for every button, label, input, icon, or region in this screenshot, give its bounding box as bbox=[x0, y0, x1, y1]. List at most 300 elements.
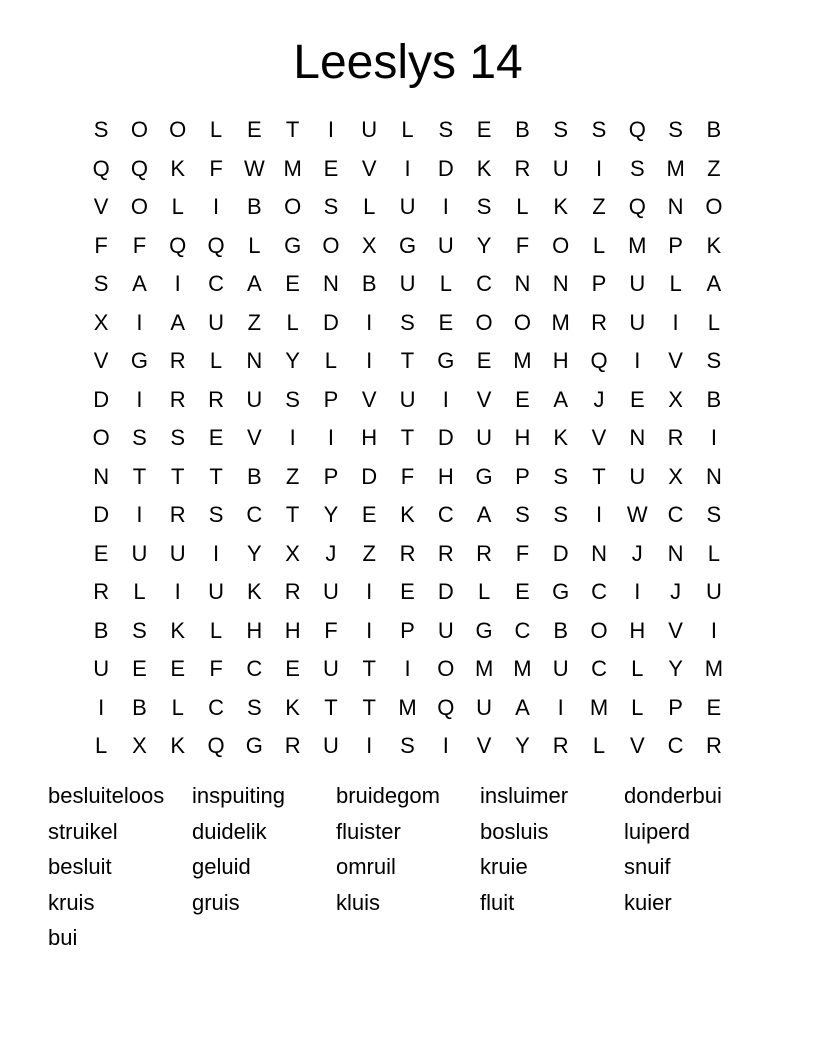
grid-letter: F bbox=[324, 617, 338, 643]
grid-letter: C bbox=[208, 694, 224, 720]
grid-letter: G bbox=[245, 733, 263, 758]
grid-letter: A bbox=[132, 271, 147, 296]
grid-letter: G bbox=[475, 463, 493, 489]
grid-letter: I bbox=[710, 425, 717, 450]
grid-row bbox=[82, 612, 734, 651]
grid-letter: D bbox=[437, 155, 454, 181]
grid-letter: O bbox=[92, 425, 110, 450]
grid-letter: I bbox=[366, 617, 373, 643]
grid-letter: K bbox=[246, 579, 262, 604]
grid-letter: O bbox=[169, 117, 187, 142]
grid-letter: U bbox=[208, 309, 224, 335]
grid-letter: T bbox=[592, 463, 606, 489]
grid-letter: S bbox=[170, 425, 186, 450]
word-list-item: luiperd bbox=[624, 818, 691, 844]
word-list-item: struikel bbox=[48, 818, 118, 844]
grid-letter: S bbox=[132, 617, 147, 643]
grid-letter: L bbox=[95, 733, 108, 758]
grid-letter: U bbox=[437, 617, 454, 643]
page-title: Leeslys 14 bbox=[293, 36, 523, 89]
grid-letter: U bbox=[322, 579, 339, 604]
grid-letter: V bbox=[93, 348, 109, 373]
grid-letter: K bbox=[170, 617, 186, 643]
grid-letter: K bbox=[400, 502, 415, 527]
grid-letter: R bbox=[169, 386, 186, 412]
grid-letter: D bbox=[322, 309, 339, 335]
grid-letter: U bbox=[629, 309, 646, 335]
grid-letter: S bbox=[515, 502, 530, 527]
grid-letter: E bbox=[400, 579, 415, 604]
grid-letter: C bbox=[246, 502, 263, 527]
grid-letter: U bbox=[629, 271, 646, 296]
grid-letter: I bbox=[366, 733, 373, 758]
grid-letter: U bbox=[476, 694, 493, 720]
grid-letter: K bbox=[285, 694, 300, 720]
grid-letter: R bbox=[437, 540, 454, 566]
grid-letter: G bbox=[552, 579, 570, 604]
grid-letter: I bbox=[442, 386, 449, 412]
grid-letter: R bbox=[208, 386, 224, 412]
word-list-item: kruie bbox=[480, 854, 528, 880]
grid-letter: I bbox=[289, 425, 296, 450]
grid-letter: N bbox=[322, 271, 339, 296]
word-list-item: snuif bbox=[624, 854, 671, 880]
grid-letter: C bbox=[591, 656, 607, 681]
grid-letter: R bbox=[552, 733, 569, 758]
letter-grid bbox=[82, 111, 734, 766]
grid-letter: R bbox=[399, 540, 416, 566]
grid-letter: Y bbox=[323, 502, 339, 527]
grid-letter: M bbox=[513, 656, 532, 681]
grid-letter: M bbox=[283, 155, 302, 181]
grid-letter: M bbox=[551, 309, 570, 335]
grid-letter: S bbox=[93, 271, 109, 296]
grid-letter: F bbox=[515, 540, 530, 566]
grid-letter: L bbox=[209, 348, 223, 373]
grid-letter: S bbox=[438, 117, 454, 142]
grid-letter: D bbox=[93, 502, 110, 527]
grid-letter: I bbox=[404, 155, 411, 181]
grid-letter: I bbox=[557, 694, 564, 720]
grid-letter: O bbox=[284, 194, 302, 219]
grid-letter: P bbox=[323, 386, 339, 412]
grid-letter: O bbox=[130, 117, 148, 142]
grid-letter: O bbox=[130, 194, 148, 219]
grid-letter: I bbox=[404, 656, 411, 681]
grid-letter: V bbox=[361, 155, 377, 181]
grid-letter: U bbox=[246, 386, 263, 412]
grid-letter: U bbox=[552, 656, 569, 681]
grid-letter: E bbox=[246, 117, 262, 142]
grid-letter: H bbox=[629, 617, 646, 643]
grid-row bbox=[82, 227, 734, 266]
grid-letter: E bbox=[476, 348, 492, 373]
grid-letter: U bbox=[322, 733, 339, 758]
grid-letter: L bbox=[209, 617, 223, 643]
grid-letter: I bbox=[672, 309, 679, 335]
word-list-item: bosluis bbox=[480, 818, 549, 844]
grid-letter: A bbox=[246, 271, 262, 296]
grid-letter: L bbox=[401, 117, 414, 142]
grid-letter: U bbox=[169, 540, 186, 566]
grid-letter: V bbox=[668, 348, 683, 373]
grid-letter: U bbox=[705, 579, 722, 604]
grid-letter: R bbox=[667, 425, 684, 450]
grid-letter: I bbox=[136, 386, 143, 412]
grid-letter: L bbox=[324, 348, 338, 373]
grid-row bbox=[82, 265, 734, 304]
grid-letter: V bbox=[361, 386, 377, 412]
grid-letter: E bbox=[208, 425, 224, 450]
grid-letter: G bbox=[284, 232, 302, 258]
grid-letter: M bbox=[398, 694, 417, 720]
grid-letter: K bbox=[170, 155, 186, 181]
grid-letter: Z bbox=[362, 540, 376, 566]
grid-letter: B bbox=[515, 117, 530, 142]
grid-letter: Y bbox=[515, 733, 530, 758]
grid-letter: D bbox=[93, 386, 110, 412]
grid-letter: X bbox=[668, 463, 683, 489]
grid-letter: V bbox=[476, 386, 492, 412]
grid-letter: W bbox=[243, 155, 265, 181]
grid-letter: I bbox=[595, 502, 603, 527]
grid-letter: F bbox=[209, 656, 223, 681]
grid-row bbox=[82, 419, 734, 458]
grid-row bbox=[82, 496, 734, 535]
grid-letter: I bbox=[366, 309, 373, 335]
grid-letter: S bbox=[553, 463, 569, 489]
grid-letter: I bbox=[710, 617, 717, 643]
grid-letter: U bbox=[322, 656, 339, 681]
grid-letter: H bbox=[361, 425, 378, 450]
grid-letter: F bbox=[515, 232, 530, 258]
word-list bbox=[48, 780, 788, 958]
grid-letter: R bbox=[591, 309, 607, 335]
grid-letter: E bbox=[476, 117, 492, 142]
grid-letter: N bbox=[667, 194, 684, 219]
grid-letter: G bbox=[437, 348, 455, 373]
grid-letter: K bbox=[706, 232, 722, 258]
grid-letter: K bbox=[553, 425, 569, 450]
grid-letter: K bbox=[170, 733, 186, 758]
grid-letter: V bbox=[476, 733, 492, 758]
grid-letter: S bbox=[706, 348, 722, 373]
grid-letter: Q bbox=[207, 733, 225, 758]
grid-letter: I bbox=[595, 155, 603, 181]
grid-letter: N bbox=[552, 271, 569, 296]
grid-letter: I bbox=[327, 117, 334, 142]
grid-letter: U bbox=[476, 425, 493, 450]
grid-letter: G bbox=[475, 617, 493, 643]
grid-letter: S bbox=[476, 194, 492, 219]
grid-row bbox=[82, 650, 734, 689]
grid-letter: C bbox=[476, 271, 493, 296]
grid-letter: T bbox=[132, 463, 147, 489]
grid-letter: Q bbox=[169, 232, 187, 258]
grid-letter: J bbox=[670, 579, 682, 604]
grid-letter: B bbox=[361, 271, 377, 296]
grid-letter: S bbox=[668, 117, 683, 142]
grid-row bbox=[82, 573, 734, 612]
grid-letter: L bbox=[209, 117, 223, 142]
grid-letter: N bbox=[705, 463, 722, 489]
grid-letter: C bbox=[667, 502, 684, 527]
grid-letter: I bbox=[327, 425, 334, 450]
grid-letter: N bbox=[246, 348, 263, 373]
grid-letter: C bbox=[667, 733, 684, 758]
grid-letter: I bbox=[634, 579, 641, 604]
grid-row bbox=[82, 458, 734, 497]
grid-letter: B bbox=[246, 194, 262, 219]
grid-letter: E bbox=[515, 386, 530, 412]
grid-letter: F bbox=[209, 155, 223, 181]
grid-letter: Q bbox=[130, 155, 148, 181]
grid-letter: S bbox=[132, 425, 147, 450]
grid-letter: A bbox=[706, 271, 722, 296]
grid-letter: Q bbox=[590, 348, 608, 373]
grid-letter: Z bbox=[707, 155, 721, 181]
grid-letter: C bbox=[246, 656, 263, 681]
grid-letter: Y bbox=[476, 232, 492, 258]
grid-letter: T bbox=[362, 656, 376, 681]
grid-letter: X bbox=[93, 309, 109, 335]
grid-letter: I bbox=[174, 271, 181, 296]
grid-letter: I bbox=[98, 694, 105, 720]
grid-letter: L bbox=[439, 271, 452, 296]
grid-letter: D bbox=[437, 425, 454, 450]
grid-letter: L bbox=[592, 733, 606, 758]
grid-letter: U bbox=[93, 656, 110, 681]
grid-letter: F bbox=[132, 232, 147, 258]
grid-letter: O bbox=[590, 617, 608, 643]
grid-letter: F bbox=[94, 232, 108, 258]
grid-letter: S bbox=[208, 502, 224, 527]
grid-letter: M bbox=[666, 155, 685, 181]
grid-letter: O bbox=[322, 232, 340, 258]
grid-letter: B bbox=[706, 386, 722, 412]
word-list-item: insluimer bbox=[480, 783, 569, 808]
grid-letter: N bbox=[591, 540, 607, 566]
grid-letter: D bbox=[437, 579, 454, 604]
grid-letter: V bbox=[668, 617, 683, 643]
grid-letter: X bbox=[132, 733, 147, 758]
grid-letter: E bbox=[170, 656, 186, 681]
grid-letter: H bbox=[552, 348, 569, 373]
grid-letter: S bbox=[323, 194, 339, 219]
grid-letter: S bbox=[629, 155, 645, 181]
word-list-item: kluis bbox=[336, 889, 381, 915]
grid-letter: K bbox=[476, 155, 492, 181]
grid-letter: N bbox=[629, 425, 646, 450]
grid-letter: U bbox=[399, 271, 416, 296]
grid-letter: I bbox=[634, 348, 641, 373]
word-list-item: bui bbox=[48, 925, 78, 951]
word-list-item: gruis bbox=[192, 889, 240, 915]
grid-letter: J bbox=[325, 540, 337, 566]
grid-letter: P bbox=[323, 463, 339, 489]
grid-letter: E bbox=[93, 540, 109, 566]
grid-letter: U bbox=[361, 117, 378, 142]
grid-letter: T bbox=[209, 463, 223, 489]
grid-letter: T bbox=[400, 348, 415, 373]
grid-letter: L bbox=[248, 232, 261, 258]
grid-letter: C bbox=[437, 502, 454, 527]
word-list-item: kuier bbox=[624, 889, 672, 915]
grid-letter: E bbox=[706, 694, 722, 720]
grid-letter: V bbox=[93, 194, 109, 219]
grid-letter: L bbox=[707, 309, 721, 335]
grid-letter: M bbox=[628, 232, 647, 258]
grid-letter: X bbox=[285, 540, 300, 566]
grid-letter: I bbox=[174, 579, 181, 604]
grid-letter: E bbox=[323, 155, 339, 181]
grid-letter: Z bbox=[285, 463, 300, 489]
grid-letter: H bbox=[246, 617, 263, 643]
word-list-item: fluit bbox=[480, 889, 515, 915]
word-list-item: fluister bbox=[336, 818, 401, 844]
grid-letter: Q bbox=[628, 194, 646, 219]
word-list-item: donderbui bbox=[624, 783, 722, 808]
grid-letter: V bbox=[629, 733, 645, 758]
grid-letter: J bbox=[593, 386, 605, 412]
grid-letter: N bbox=[667, 540, 684, 566]
grid-letter: I bbox=[136, 309, 143, 335]
grid-letter: E bbox=[285, 656, 300, 681]
grid-letter: I bbox=[442, 733, 449, 758]
grid-letter: Q bbox=[92, 155, 110, 181]
grid-letter: E bbox=[629, 386, 645, 412]
grid-letter: L bbox=[669, 271, 682, 296]
grid-letter: I bbox=[366, 348, 373, 373]
grid-letter: T bbox=[285, 502, 300, 527]
grid-letter: O bbox=[552, 232, 570, 258]
grid-letter: L bbox=[171, 194, 184, 219]
grid-row bbox=[82, 342, 734, 381]
grid-letter: C bbox=[208, 271, 224, 296]
grid-letter: L bbox=[631, 656, 644, 681]
grid-letter: B bbox=[246, 463, 262, 489]
grid-letter: T bbox=[171, 463, 185, 489]
grid-letter: V bbox=[591, 425, 607, 450]
grid-letter: O bbox=[513, 309, 531, 335]
grid-row bbox=[82, 535, 734, 574]
grid-letter: U bbox=[131, 540, 148, 566]
grid-letter: L bbox=[592, 232, 606, 258]
word-list-item: kruis bbox=[48, 889, 95, 915]
grid-letter: S bbox=[246, 694, 262, 720]
grid-letter: D bbox=[361, 463, 378, 489]
grid-letter: T bbox=[285, 117, 300, 142]
grid-letter: Z bbox=[247, 309, 262, 335]
grid-letter: F bbox=[400, 463, 415, 489]
grid-letter: U bbox=[399, 194, 416, 219]
grid-letter: V bbox=[246, 425, 262, 450]
grid-letter: U bbox=[437, 232, 454, 258]
word-list-item: omruil bbox=[336, 854, 396, 880]
grid-letter: X bbox=[668, 386, 683, 412]
word-list-item: inspuiting bbox=[192, 783, 285, 808]
grid-letter: N bbox=[514, 271, 531, 296]
grid-letter: R bbox=[284, 579, 301, 604]
grid-letter: S bbox=[706, 502, 722, 527]
grid-letter: B bbox=[93, 617, 109, 643]
grid-letter: L bbox=[631, 694, 644, 720]
grid-letter: L bbox=[477, 579, 491, 604]
grid-letter: S bbox=[400, 309, 415, 335]
grid-letter: A bbox=[170, 309, 186, 335]
grid-row bbox=[82, 381, 734, 420]
grid-letter: E bbox=[438, 309, 454, 335]
grid-letter: L bbox=[707, 540, 721, 566]
grid-letter: H bbox=[284, 617, 301, 643]
grid-letter: C bbox=[591, 579, 607, 604]
grid-letter: L bbox=[516, 194, 529, 219]
grid-letter: Z bbox=[592, 194, 606, 219]
grid-letter: I bbox=[442, 194, 449, 219]
grid-letter: E bbox=[132, 656, 147, 681]
grid-letter: P bbox=[515, 463, 530, 489]
grid-letter: G bbox=[398, 232, 417, 258]
grid-letter: U bbox=[629, 463, 646, 489]
grid-letter: W bbox=[626, 502, 648, 527]
grid-letter: R bbox=[169, 502, 186, 527]
grid-letter: G bbox=[130, 348, 148, 373]
grid-letter: M bbox=[704, 656, 724, 681]
grid-letter: B bbox=[706, 117, 722, 142]
grid-letter: R bbox=[514, 155, 531, 181]
grid-letter: S bbox=[591, 117, 607, 142]
grid-letter: T bbox=[400, 425, 415, 450]
grid-letter: S bbox=[93, 117, 109, 142]
grid-letter: M bbox=[513, 348, 532, 373]
grid-letter: Q bbox=[628, 117, 646, 142]
grid-letter: L bbox=[171, 694, 184, 720]
grid-letter: R bbox=[705, 733, 722, 758]
grid-letter: R bbox=[284, 733, 301, 758]
grid-letter: M bbox=[474, 656, 494, 681]
grid-letter: E bbox=[361, 502, 377, 527]
grid-letter: M bbox=[589, 694, 609, 720]
grid-letter: R bbox=[93, 579, 110, 604]
grid-letter: I bbox=[212, 540, 220, 566]
grid-letter: L bbox=[363, 194, 376, 219]
grid-row bbox=[82, 689, 734, 728]
grid-letter: E bbox=[515, 579, 530, 604]
word-list-item: besluit bbox=[48, 854, 112, 880]
grid-letter: D bbox=[552, 540, 569, 566]
grid-letter: Y bbox=[246, 540, 262, 566]
grid-letter: I bbox=[212, 194, 220, 219]
grid-row bbox=[82, 304, 734, 343]
grid-letter: O bbox=[437, 656, 455, 681]
grid-letter: P bbox=[668, 694, 683, 720]
grid-letter: J bbox=[631, 540, 643, 566]
grid-letter: Y bbox=[285, 348, 300, 373]
grid-letter: I bbox=[366, 579, 373, 604]
grid-letter: O bbox=[475, 309, 493, 335]
grid-letter: Y bbox=[668, 656, 683, 681]
grid-letter: U bbox=[208, 579, 224, 604]
word-list-item: duidelik bbox=[192, 818, 267, 844]
word-list-item: besluiteloos bbox=[48, 783, 165, 808]
grid-letter: S bbox=[553, 502, 569, 527]
grid-letter: R bbox=[476, 540, 493, 566]
grid-letter: P bbox=[668, 232, 683, 258]
grid-letter: S bbox=[285, 386, 300, 412]
grid-letter: L bbox=[286, 309, 299, 335]
grid-letter: T bbox=[362, 694, 376, 720]
grid-row bbox=[82, 188, 734, 227]
